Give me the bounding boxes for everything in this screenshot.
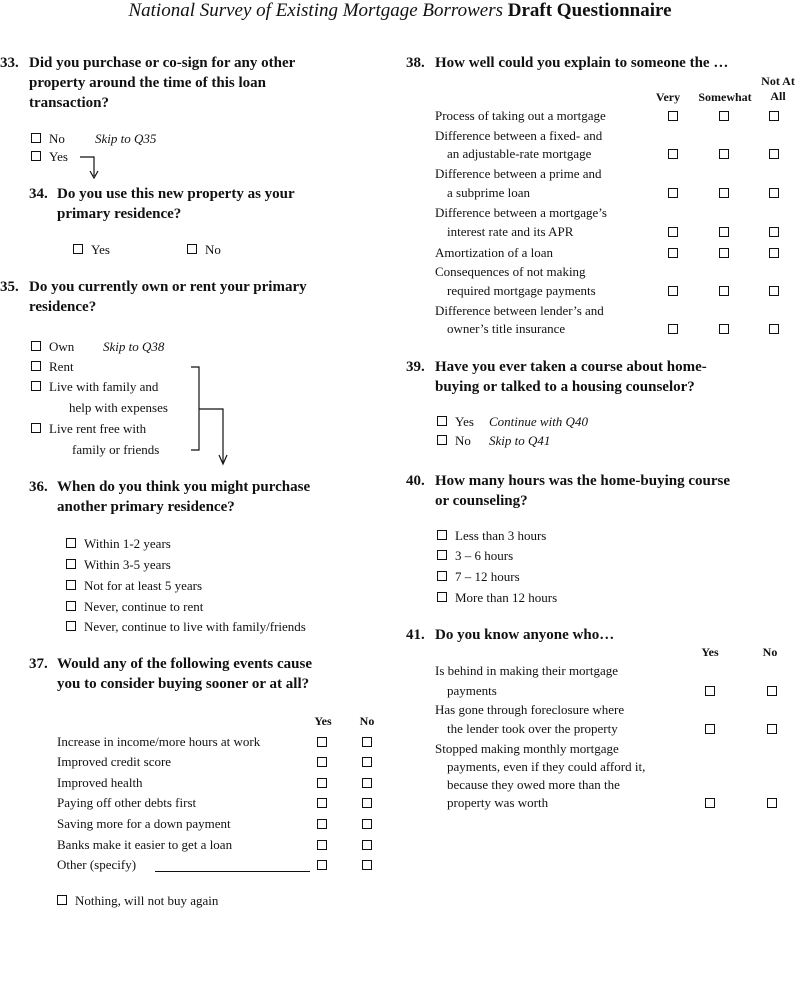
checkbox[interactable] [66, 559, 76, 569]
option-label: Yes [49, 149, 68, 164]
option-rent[interactable] [31, 358, 74, 376]
option-live-with-family[interactable] [31, 378, 158, 396]
question-text-line: another primary residence? [57, 499, 235, 515]
question-number: 35. [0, 279, 19, 295]
skip-instruction: Skip to Q41 [489, 433, 551, 448]
question-number: 41. [406, 627, 425, 643]
option-more-12[interactable] [437, 589, 557, 607]
checkbox-no[interactable] [362, 778, 372, 788]
specify-underline[interactable] [155, 871, 310, 872]
row-label-cont: payments, even if they could afford it, [447, 759, 646, 774]
checkbox[interactable] [31, 361, 41, 371]
question-number: 39. [406, 359, 425, 375]
row-label: Difference between a prime and [435, 166, 602, 181]
checkbox-somewhat[interactable] [719, 324, 729, 334]
checkbox-no[interactable] [362, 798, 372, 808]
checkbox-very[interactable] [668, 286, 678, 296]
checkbox-yes[interactable] [317, 819, 327, 829]
question-text-line: property around the time of this loan [29, 75, 266, 91]
title-italic: National Survey of Existing Mortgage Borrowers [128, 0, 503, 21]
checkbox-no[interactable] [767, 798, 777, 808]
option-no[interactable] [437, 432, 471, 450]
option-label: Not for at least 5 years [84, 578, 203, 593]
checkbox-very[interactable] [668, 227, 678, 237]
question-text-line: primary residence? [57, 206, 182, 222]
option-less-3[interactable] [437, 527, 546, 545]
question-text: Do you know anyone who… [435, 627, 615, 643]
checkbox[interactable] [437, 592, 447, 602]
column-header-yes: Yes [701, 645, 719, 659]
row-label: Process of taking out a mortgage [435, 108, 606, 123]
row-label-cont: required mortgage payments [447, 283, 596, 298]
option-label: Live with family and [49, 379, 159, 394]
checkbox-yes[interactable] [317, 860, 327, 870]
row-label: Banks make it easier to get a loan [57, 837, 233, 852]
checkbox[interactable] [437, 571, 447, 581]
row-label: Saving more for a down payment [57, 816, 231, 831]
checkbox[interactable] [31, 341, 41, 351]
row-label: Difference between lender’s and [435, 303, 604, 318]
column-header-somewhat: Somewhat [698, 90, 752, 104]
checkbox-not-at-all[interactable] [769, 111, 779, 121]
checkbox-very[interactable] [668, 111, 678, 121]
checkbox[interactable] [31, 381, 41, 391]
column-header-not-at-all: Not At All [761, 74, 795, 103]
question-number: 40. [406, 473, 425, 489]
checkbox-yes[interactable] [705, 724, 715, 734]
checkbox[interactable] [31, 133, 41, 143]
option-label: More than 12 hours [455, 590, 558, 605]
checkbox-not-at-all[interactable] [769, 248, 779, 258]
question-number: 38. [406, 55, 425, 71]
checkbox-somewhat[interactable] [719, 188, 729, 198]
option-label-cont: help with expenses [69, 400, 168, 415]
option-3-5-years[interactable] [66, 556, 171, 574]
row-label: Is behind in making their mortgage [435, 663, 619, 678]
checkbox[interactable] [73, 244, 83, 254]
checkbox[interactable] [66, 538, 76, 548]
option-no[interactable] [187, 241, 221, 259]
checkbox-somewhat[interactable] [719, 149, 729, 159]
checkbox-no[interactable] [362, 737, 372, 747]
question-text-line: When do you think you might purchase [57, 479, 311, 495]
question-number: 36. [29, 479, 48, 495]
column-header-yes: Yes [314, 714, 332, 728]
checkbox-yes[interactable] [705, 798, 715, 808]
option-label: Live rent free with [49, 421, 147, 436]
checkbox-yes[interactable] [317, 798, 327, 808]
option-label-cont: family or friends [72, 442, 160, 457]
question-text-line: Do you currently own or rent your primary [29, 279, 307, 295]
checkbox[interactable] [57, 895, 67, 905]
question-number: 34. [29, 186, 48, 202]
option-label: 7 – 12 hours [455, 569, 520, 584]
checkbox-very[interactable] [668, 149, 678, 159]
checkbox-yes[interactable] [317, 840, 327, 850]
checkbox-no[interactable] [767, 686, 777, 696]
checkbox[interactable] [437, 435, 447, 445]
checkbox-very[interactable] [668, 188, 678, 198]
checkbox[interactable] [187, 244, 197, 254]
question-text: How well could you explain to someone the … [435, 55, 729, 71]
option-label: No [49, 131, 65, 146]
option-label: Nothing, will not buy again [75, 893, 219, 908]
question-text-line: or counseling? [435, 493, 528, 509]
checkbox-no[interactable] [767, 724, 777, 734]
option-yes[interactable] [31, 148, 68, 166]
checkbox-somewhat[interactable] [719, 248, 729, 258]
option-label: Own [49, 339, 75, 354]
checkbox-no[interactable] [362, 757, 372, 767]
option-not-5-years[interactable] [66, 577, 202, 595]
row-label: Consequences of not making [435, 264, 586, 279]
question-text-line: How many hours was the home-buying course [435, 473, 731, 489]
checkbox-no[interactable] [362, 860, 372, 870]
row-label-cont: property was worth [447, 795, 549, 810]
column-header-no: No [762, 645, 778, 659]
option-label: Within 3-5 years [84, 557, 171, 572]
checkbox[interactable] [31, 423, 41, 433]
row-label: Improved credit score [57, 754, 172, 769]
question-text-line: transaction? [29, 95, 109, 111]
routing-bracket-icon [185, 358, 235, 470]
checkbox-not-at-all[interactable] [769, 188, 779, 198]
question-text-line: Did you purchase or co-sign for any other [29, 55, 296, 71]
checkbox-yes[interactable] [317, 778, 327, 788]
row-label: Other (specify) [57, 857, 137, 872]
option-label: Yes [91, 242, 110, 257]
option-label: No [205, 242, 221, 257]
checkbox-yes[interactable] [317, 757, 327, 767]
row-label-cont: payments [447, 683, 497, 698]
checkbox-yes[interactable] [705, 686, 715, 696]
option-1-2-years[interactable] [66, 535, 171, 553]
row-label: Difference between a mortgage’s [435, 205, 607, 220]
skip-instruction: Skip to Q35 [95, 131, 157, 146]
question-text-line: Would any of the following events cause [57, 656, 313, 672]
option-yes[interactable] [437, 413, 474, 431]
option-yes[interactable] [73, 241, 110, 259]
checkbox-somewhat[interactable] [719, 286, 729, 296]
question-number: 33. [0, 55, 19, 71]
checkbox[interactable] [437, 416, 447, 426]
checkbox-somewhat[interactable] [719, 111, 729, 121]
question-text-line: buying or talked to a housing counselor? [435, 379, 695, 395]
option-label: Less than 3 hours [455, 528, 547, 543]
row-label-cont: the lender took over the property [447, 721, 618, 736]
checkbox-very[interactable] [668, 248, 678, 258]
option-no[interactable] [31, 130, 65, 148]
row-label-cont: an adjustable-rate mortgage [447, 146, 592, 161]
option-never-rent[interactable] [66, 598, 203, 616]
checkbox-no[interactable] [362, 840, 372, 850]
row-label-cont: interest rate and its APR [447, 224, 574, 239]
checkbox[interactable] [66, 601, 76, 611]
question-text-line: residence? [29, 299, 97, 315]
checkbox[interactable] [31, 151, 41, 161]
row-label: Paying off other debts first [57, 795, 197, 810]
checkbox-not-at-all[interactable] [769, 227, 779, 237]
option-own[interactable] [31, 338, 74, 356]
question-text-line: Do you use this new property as your [57, 186, 295, 202]
checkbox-not-at-all[interactable] [769, 149, 779, 159]
row-label: Improved health [57, 775, 143, 790]
column-header-no: No [359, 714, 375, 728]
option-live-rent-free[interactable] [31, 420, 146, 438]
checkbox-not-at-all[interactable] [769, 286, 779, 296]
checkbox-somewhat[interactable] [719, 227, 729, 237]
checkbox-very[interactable] [668, 324, 678, 334]
page-title [0, 0, 800, 22]
row-label-cont: because they owed more than the [447, 777, 620, 792]
row-label: Stopped making monthly mortgage [435, 741, 619, 756]
question-text-line: you to consider buying sooner or at all? [57, 676, 310, 692]
row-label: Amortization of a loan [435, 245, 554, 260]
checkbox[interactable] [66, 621, 76, 631]
option-3-6[interactable] [437, 547, 513, 565]
question-number: 37. [29, 656, 48, 672]
question-text-line: Have you ever taken a course about home- [435, 359, 707, 375]
option-label: No [455, 433, 471, 448]
row-label: Difference between a fixed- and [435, 128, 603, 143]
skip-instruction: Skip to Q38 [103, 339, 165, 354]
option-label: Never, continue to live with family/friends [84, 619, 306, 634]
checkbox[interactable] [66, 580, 76, 590]
checkbox-no[interactable] [362, 819, 372, 829]
option-never-family[interactable] [66, 618, 306, 636]
option-label: Rent [49, 359, 74, 374]
option-label: Never, continue to rent [84, 599, 204, 614]
option-label: Within 1-2 years [84, 536, 171, 551]
option-7-12[interactable] [437, 568, 520, 586]
row-label-cont: owner’s title insurance [447, 321, 566, 336]
row-label: Increase in income/more hours at work [57, 734, 261, 749]
row-label: Has gone through foreclosure where [435, 702, 625, 717]
row-label-cont: a subprime loan [447, 185, 531, 200]
option-label: Yes [455, 414, 474, 429]
checkbox-yes[interactable] [317, 737, 327, 747]
skip-instruction: Continue with Q40 [489, 414, 588, 429]
option-nothing[interactable] [57, 892, 218, 910]
column-header-very: Very [655, 90, 681, 104]
option-label: 3 – 6 hours [455, 548, 514, 563]
routing-arrow-icon [78, 152, 102, 180]
checkbox[interactable] [437, 550, 447, 560]
checkbox-not-at-all[interactable] [769, 324, 779, 334]
title-bold: Draft Questionnaire [507, 0, 672, 21]
checkbox[interactable] [437, 530, 447, 540]
